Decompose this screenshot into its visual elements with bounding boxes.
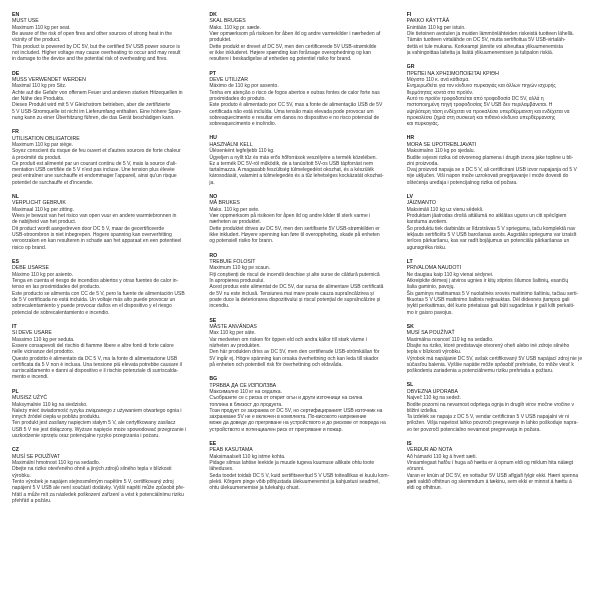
section-title: MUSS VERWENDET WERDEN [12, 77, 86, 83]
section-title: HASZNÁLNI KELL [209, 141, 253, 148]
language-code: FR [12, 129, 19, 136]
language-code: PT [209, 70, 216, 77]
body-line: Należy mieć świadomość ryzyka związanego z używaniem otwartego ognia i [12, 407, 182, 414]
body-line: veroorzaken en kan resulteren in schade aan het apparaat en een potentieel [12, 238, 182, 245]
body-line: på enheten och potentiell risk för överhettning och eldsvåda. [209, 361, 343, 368]
body-line: Pidage silmas lahtise leekide ja muude tugeva kuumuse allikate ohtu toote [209, 460, 375, 467]
language-code: EN [12, 12, 20, 18]
language-code: SK [406, 323, 414, 330]
body-line: топлина в близост до продукта. [209, 401, 283, 408]
body-line: gæti valdið ofhitnun og skemmdum á tækinu, sem ekki er minnst á hættu á [406, 479, 572, 486]
body-line: přehřátí a požáru. [12, 497, 52, 504]
language-section-sl [407, 382, 588, 433]
body-line: Massimo 110 kg per seduta. [12, 336, 75, 343]
section-title: ΠΡΕΠΕΙ ΝΑ ΧΡΗΣΙΜΟΠΟΙΕΙΤΑΙ ΚΡΙΘΗ [406, 70, 499, 77]
language-code: FI [406, 12, 412, 18]
body-line: ja. [209, 179, 215, 186]
body-line: Este producto se alimenta con CC de 5 V, pero la fuente de alimentación USB [12, 290, 185, 297]
body-line: oštećenja uređaja i potencijalnog rizika od požara. [406, 179, 518, 186]
body-line: захранване 5V не е включен в комплекта. По-високото напрежение [209, 414, 367, 421]
body-line: Max 110 kg per säte. [209, 330, 256, 337]
body-line: produktet. [209, 37, 232, 44]
language-section-se [209, 318, 390, 369]
section-title: DEVE UTILIZAR [209, 77, 248, 83]
body-line: napájení 5 V USB ale není součástí dodávky. Vyšší napětí může způsobit pře- [12, 485, 185, 492]
section-title: PRIVALOMA NAUDOTI [406, 265, 462, 272]
body-line: Maks. 110 kg pr. sæde. [209, 24, 261, 31]
body-line: ja vahingoittaa laitetta ja lisätä ylikuumenemisen ja tulipalon riskiä. [406, 50, 554, 56]
language-section-cz [12, 447, 193, 504]
language-code: SE [209, 317, 217, 324]
body-line: vo ter povzroči potencialno nevarnost pregrevanja in požara. [406, 426, 541, 433]
body-line: įvykti perkaitimas, dėl kurio prietaisas gali būti sugadintas ir gali kilti perkaiti- [406, 303, 575, 310]
body-line: USB 5 V nie jest dołączony. Wyższe napięcie może spowodować przegrzanie i [12, 426, 187, 433]
body-line: în apropierea produsului. [209, 278, 265, 285]
language-section-es [12, 259, 193, 316]
body-line: ierīces pārkaršanu, kas var radīt bojājumus un potenciālu pārkaršanas un [406, 238, 570, 245]
language-section-no [209, 194, 390, 245]
body-line: Ten produkt jest zasilany napięciem stałym 5 V, ale certyfikowany zasilacz [12, 420, 176, 427]
language-section-hr [407, 135, 588, 186]
section-title: OBVEZNA UPORABA [406, 388, 458, 395]
language-section-sk [407, 324, 588, 375]
language-section-lt [407, 259, 588, 316]
body-line: šalia gaminio, pavojų. [406, 284, 455, 291]
column-3 [407, 12, 588, 600]
body-line: peut entraîner une surchauffe et endommager l'appareil, ainsi qu'un risque [12, 173, 177, 180]
body-line: Máximo de 110 kg por assento. [209, 83, 279, 90]
body-line: Ovaj proizvod napaja se s DC 5 V, ali certificirani USB izvor napajanja od 5 V [406, 167, 577, 174]
body-line: Seda toodet toidab DC 5 V, kuid sertifitseeritud 5 V USB toiteallikas ei kuulu kom- [209, 472, 390, 479]
body-line: sobreaquecimento e incêndio. [209, 121, 277, 128]
body-line: Maximálna nosnosť 110 kg na sedadlo. [406, 336, 494, 343]
body-line: läheduses. [209, 466, 234, 473]
body-line: Ülésenként legfeljebb 110 kg. [209, 148, 275, 155]
section-title: MÅSTE ANVÄNDAS [209, 323, 257, 330]
body-line: Acest produs este alimentat de DC 5V, dar sursa de alimentare USB certificată [209, 284, 384, 291]
body-line: potencial de sobrecalentamiento e incendio. [12, 309, 110, 316]
section-title: ТРЯБВА ДА СЕ ИЗПОЛЗВА [209, 382, 277, 389]
language-code: HR [406, 135, 415, 142]
body-line: mentation USB certifiée de 5 V n'est pas incluse. Une tension plus élevée [12, 167, 175, 174]
body-line: Vær oppmerksom på risikoen for åpen ild og andre kilder til sterk varme i [209, 213, 371, 220]
body-line: Maksimāli 110 kg uz vienu sēdekli. [406, 206, 484, 213]
language-code: DE [12, 70, 20, 77]
body-line: πιστοποιημένη πηγή τροφοδοσίας 5V USB δεν περιλαμβάνεται. Η [406, 102, 553, 109]
body-line: Μέγιστο 110 κ. ανά κάθισμα. [406, 77, 470, 84]
body-line: устройството и потенциален риск от прегряване и пожар. [209, 426, 343, 433]
body-line: og potensiell risiko for brann. [209, 238, 274, 245]
body-line: Maximaal 110 kg per zitting. [12, 206, 74, 213]
section-title: MUSISZ UŻYĆ [12, 395, 48, 402]
body-line: certificada não está incluída. Uma tensão mais elevada pode provocar um [209, 108, 374, 115]
body-line: 5V ingår ej. Högre spänning kan orsaka överhettning och kan leda till skador [209, 355, 379, 362]
language-section-nl [12, 194, 193, 251]
language-section-en [12, 12, 193, 63]
body-line: tenso en las proximidades del producto. [12, 284, 101, 291]
body-line: vörunni. [406, 466, 425, 473]
body-line: károsodását, valamint a túlmelegedés és a tűz lehetséges kockázatát okozhat- [209, 173, 384, 180]
body-line: Vær opmærksom på risikoen for åben ild og andre varmekilder i nærheden af [209, 31, 381, 38]
body-line: Ez a termék DC 5V-ról működik, de a tanúsított 5V-os USB tápforrást nem [209, 160, 374, 167]
language-section-lv [407, 194, 588, 251]
body-line: Be aware of the risk of open fires and other sources of strong heat in the [12, 31, 173, 38]
body-line: Maximum 110 kg pe scaun. [209, 265, 271, 272]
body-line: not included. Higher voltage may cause overheating to occur and may result [12, 50, 181, 56]
section-title: UTILISATION OBLIGATOIRE [12, 135, 80, 142]
body-line: Atkreipkite dėmesį į atviros ugnies ir kitų stiprios šilumos šaltinių, esančių [406, 278, 569, 285]
language-code: GR [406, 64, 415, 71]
language-section-pt [209, 71, 390, 128]
language-section-gr [407, 64, 588, 127]
body-line: Maksimalno 110 kg po sjedalu. [406, 148, 475, 155]
body-line: sobreaquecimento e resultar em danos no dispositivo e no risco potencial de [209, 114, 380, 121]
body-line: Essere consapevoli del rischio di fiamme libere e altre fonti di forte calore [12, 342, 174, 349]
body-line: Fiți conștienți de riscul de incendii deschise și alte surse de căldură puternică [209, 271, 380, 278]
body-line: This product is powered by DC 5V, but the certified 5V USB power source is [12, 43, 180, 50]
section-title: MORA SE UPOTREBLJAVATI [406, 141, 477, 148]
body-line: vicinity of the product. [12, 37, 61, 44]
language-code: NO [209, 194, 218, 201]
section-title: SKAL BRUGES [209, 18, 246, 25]
language-section-it [12, 324, 193, 381]
section-title: MUSÍ SE POUŽÍVAT [12, 453, 60, 460]
body-line: Að hámarki 110 kg á hvert sæti. [406, 453, 477, 460]
body-line: υψηλότερη τάση ενδέχεται να προκαλέσει υπερθέρμανση και ενδέχεται να [406, 108, 570, 115]
section-title: MUSÍ SA POUŽÍVAŤ [406, 330, 455, 337]
body-line: surriscaldamento e danni al dispositivo e il rischio potenziale di surriscalda- [12, 368, 179, 375]
body-line: närheten av produkten. [209, 342, 261, 349]
language-code: EE [209, 441, 217, 448]
section-title: VERÐUR AÐ NOTA [406, 447, 453, 454]
language-code: PL [12, 388, 19, 395]
body-line: Največ 110 kg na sedež. [406, 395, 462, 402]
body-line: Este produto é alimentado por CC 5V, mas a fonte de alimentação USB de 5V [209, 102, 383, 109]
language-code: IT [12, 323, 17, 330]
body-line: Dbajte na riziko, ktoré predstavuje otvorený oheň alebo iné zdroje silného [406, 342, 570, 349]
body-line: Съобразете се с риска от открит огън и други източници на силна [209, 395, 363, 402]
language-code: DK [209, 12, 217, 18]
body-line: Ta izdelek se napaja z DC 5 V, vendar certificiran 5 V USB napajalni vir ni [406, 414, 570, 421]
body-line: Den här produkten drivs av DC 5V, men den certifierade USB-strömkällan för [209, 349, 380, 356]
language-code: IS [406, 441, 412, 448]
section-title: SI DEVE USARE [12, 330, 52, 337]
language-code: ES [12, 258, 19, 265]
body-line: risico op brand. [12, 244, 47, 251]
body-line: nærheten av produktet. [209, 219, 262, 226]
body-line: Dieses Produkt wird mit 5 V Gleichstrom betrieben, aber die zertifizierte [12, 102, 171, 109]
body-line: der Nähe des Produkts. [12, 96, 65, 102]
body-line: Maximální hmotnost 110 kg na sedadlo. [12, 460, 101, 467]
body-line: eldi og ofhitnun. [406, 485, 442, 492]
body-line: Максимално 110 кг на седалка. [209, 388, 282, 395]
body-line: Ügyeljen a nyílt tűz és más erős hőforrások veszélyére a termék közelében. [209, 154, 377, 161]
column-2 [209, 12, 390, 600]
body-line: Var medveten om risken för öppen eld och andra källor till stark värme i [209, 336, 367, 343]
body-line: Dette produkt er drevet af DC 5V, men den certificerede 5V USB-strømkilde [209, 43, 377, 50]
body-line: hřátí a může mít za následek poškození zařízení a vést k potenciálnímu riziku [12, 491, 184, 498]
body-line: Dette produktet drives av DC 5V, men den sertifiserte 5V USB-strømkilden er [209, 225, 380, 232]
body-line: de nabijheid van het product. [12, 219, 77, 226]
body-line: fikuotas 5 V USB maitinimo šaltinis neįtrauktas. Dėl didesnės įtampos gali [406, 296, 570, 303]
body-line: innych źródeł ciepła w pobliżu produktu. [12, 414, 101, 421]
body-line: certificata da 5 V non è inclusa. Una tensione più elevata potrebbe causare il [12, 361, 182, 368]
section-title: TREBUIE FOLOSIT [209, 259, 256, 266]
language-code: SL [406, 382, 414, 389]
body-line: Tenha em atenção o risco de fogos abertos e outras fontes de calor forte nas [209, 89, 380, 96]
body-line: Vinsamlegast hafðu í huga að hætta er á opnum eldi og miklum hita nálægt [406, 460, 574, 467]
language-code: LT [406, 258, 413, 265]
body-line: bližini izdelka. [406, 407, 438, 414]
body-line: iekļauts sertificēts 5 V USB barošanas avots. Augstāks spriegums var izraisīt [406, 232, 577, 239]
body-line: proximidades do produto. [209, 96, 266, 102]
body-line: plekti. Kõrgem pinge võib põhjustada ülekuumenemist ja kahjustusi seadmel, [209, 479, 380, 486]
body-line: Questo prodotto è alimentato da DC 5 V, ma la fonte di alimentazione USB [12, 355, 178, 362]
body-line: mento e incendi. [12, 374, 49, 381]
body-line: nung kann zu einer Überhitzung führen, die das Gerät beschädigen kann. [12, 114, 175, 121]
body-line: incendiu. [209, 303, 230, 310]
language-section-dk [209, 12, 390, 63]
language-section-pl [12, 389, 193, 440]
body-line: Výrobok má napájanie DC 5V, avšak certifikovaný 5V USB napájací zdroj nie je [406, 355, 583, 362]
section-title: VERPLICHT GEBRUIK [12, 200, 66, 207]
section-title: MUST USE [12, 18, 39, 25]
body-line: resultere i beskadigelse af enheden og potentiel risiko for brand. [209, 56, 352, 63]
body-line: Αυτό το προϊόν τροφοδοτείται από τροφοδοσία DC 5V, αλλά η [406, 96, 544, 102]
body-line: Achte auf die Gefahr von offenem Feuer und anderen starken Hitzequellen in [12, 89, 183, 96]
language-section-is [407, 441, 588, 492]
section-title: DEBE USARSE [12, 265, 49, 272]
body-line: potentiel de surchauffe et d'incendie. [12, 179, 94, 186]
section-title: PAKKO KÄYTTÄÄ [406, 18, 450, 25]
body-line: dettä ei tule mukana. Korkeampi jännite voi aiheuttaa ylikuumenemista [406, 43, 563, 50]
body-line: προκαλέσει ζημιά στη συσκευή και πιθανό κίνδυνο υπερθέρμανσης [406, 114, 556, 121]
body-line: súčasťou balenia. Vyššie napätie môže spôsobiť prehriatie, čo môže viesť k [406, 361, 574, 368]
body-line: nije uključen. Viši napon može uzrokovati pregrijavanje i može dovesti do [406, 173, 569, 180]
body-line: Този продукт се захранва от DC 5V, но сертифицираният USB източник на [209, 407, 383, 414]
body-line: ugunsgrēka risku. [406, 244, 447, 251]
body-line: Tenga en cuenta el riesgo de incendios abiertos y otras fuentes de calor in- [12, 278, 179, 285]
section-title: MÅ BRUKES [209, 200, 240, 207]
language-section-fr [12, 129, 193, 186]
body-line: Ne daugiau kaip 110 kg vienai sėdynei. [406, 271, 494, 278]
body-line: Ενημερωθείτε για τον κίνδυνο πυρκαγιάς και άλλων πηγών ισχυρής [406, 83, 556, 90]
language-section-bg [209, 376, 390, 433]
body-line: à proximité du produit. [12, 154, 62, 161]
body-line: Tento výrobek je napájen stejnosměrným napětím 5 V, certifikovaný zdroj [12, 479, 174, 486]
language-section-hu [209, 135, 390, 186]
language-section-ee [209, 441, 390, 492]
language-section-de [12, 71, 193, 122]
body-line: poate duce la deteriorarea dispozitivului și riscul potențial de supraîncălzire și [209, 296, 381, 303]
body-line: Maksymalnie 110 kg na siedzisko. [12, 401, 88, 408]
body-line: priložen. Višja napetost lahko povzroči pregrevanje in lahko poškoduje napra- [406, 420, 579, 427]
body-line: Varan er knúin af DC 5V, en vottaður 5V USB aflgjafi fylgir ekki. Hærri spenna [406, 472, 579, 479]
language-code: RO [209, 252, 218, 259]
body-line: Maksimaalselt 110 kg istme kohta. [209, 453, 286, 460]
body-line: Budite svjesni rizika od otvorenog plamena i drugih izvora jake topline u bli- [406, 154, 574, 161]
body-line: Maximum 110 kg par siège. [12, 142, 74, 148]
body-line: zini proizvoda. [406, 160, 439, 167]
body-line: 5 V USB-Stromquelle ist nicht im Lieferumfang enthalten. Eine höhere Span- [12, 108, 182, 115]
body-line: nelle vicinanze del prodotto. [12, 349, 74, 356]
body-line: tepla v blízkosti výrobku. [406, 349, 462, 356]
body-line: Máximo 110 kg por asiento. [12, 271, 74, 278]
language-code: HU [209, 135, 217, 142]
body-line: de 5 V certificada no está incluida. Un voltaje más alto puede provocar un [12, 296, 176, 303]
body-line: ikke inkludert. Høyere spenning kan føre til overoppheting, skade på enheten [209, 232, 380, 239]
body-line: Ce produit est alimenté par un courant continu de 5 V, mais la source d'ali- [12, 160, 177, 167]
language-section-fi [407, 12, 588, 56]
body-line: USB-stroombron is niet inbegrepen. Hogere spanning kan oververhitting [12, 232, 172, 239]
body-line: karstuma avotiem. [406, 219, 448, 226]
language-code: LV [406, 194, 413, 201]
body-line: mo ir gaisro pavojus. [406, 309, 453, 316]
body-line: ohtu ülekuumenemise ja tulekahju ohust. [209, 485, 300, 492]
body-line: tartalmazza. A magasabb feszültség túlmelegedést okozhat, és a készülék [209, 167, 374, 174]
language-code: CZ [12, 447, 19, 454]
body-line: Maks. 110 kg per sete. [209, 206, 260, 213]
body-line: Maximum 110 kg per seat. [12, 24, 71, 31]
body-line: Wees je bewust van het risico van open vuur en andere warmtebronnen in [12, 213, 177, 220]
body-line: може да доведе до прегряване на устройството и до рискове от повреда на [209, 420, 386, 427]
body-line: Soyez conscient du risque de feu ouvert et d'autres sources de forte chaleur [12, 148, 181, 155]
section-title: JĀIZMANTO [406, 200, 436, 207]
body-line: Ole tietoinen avotulen ja muiden lämmönlähteiden riskeistä tuotteen lähellä. [406, 31, 574, 38]
section-title: PEAB KASUTAMA [209, 447, 253, 454]
language-code: NL [12, 194, 19, 201]
column-1 [12, 12, 193, 600]
language-section-ro [209, 253, 390, 310]
body-line: uszkodzenie sprzętu oraz potencjalne ryzyko przegrzania i pożaru. [12, 433, 160, 440]
body-line: θερμότητας κοντά στο προϊόν. [406, 89, 474, 96]
body-line: poškodeniu zariadenia a potenciálnemu riziku prehriatia a požiaru. [406, 368, 554, 375]
body-line: Šo produktu tiek darbināts ar līdzstrāvas 5 V spriegumu, taču komplektā nav [406, 225, 576, 232]
language-code: BG [209, 376, 218, 383]
body-line: και πυρκαγιάς. [406, 121, 440, 128]
body-line: er ikke inkluderet. Højere spænding kan forårsage overophedning og kan [209, 50, 372, 56]
body-line: Bodite pozorni na nevarnost odprtega ognja in drugih virov močne vročine v [406, 401, 574, 408]
body-line: sobrecalentamiento y puede provocar daños en el dispositivo y el riesgo [12, 303, 172, 310]
body-line: výrobku. [12, 472, 31, 479]
body-line: Dit product wordt aangedreven door DC 5 V, maar de gecertificeerde [12, 225, 165, 232]
body-line: Enintään 110 kg per istuin. [406, 24, 466, 31]
body-line: Tämän tuotteen virtalähde on DC 5V, mutta sertifioitua 5V USB-virtaläh- [406, 37, 566, 44]
body-line: Produktam jāatrodas drošā attālumā no atklātas uguns un citi spēcīgiem [406, 213, 567, 220]
body-line: in damage to the device and the potential risk of overheating and fires. [12, 56, 168, 63]
body-line: de 5V nu este inclusă. Tensiunea mai mare poate cauza supraîncălzirea și [209, 290, 374, 297]
body-line: Maximal 110 kg pro Sitz. [12, 83, 67, 90]
body-line: Šis gaminys maitinamas 5 V nuolatinės srovės maitinimo šaltiniu, tačiau serti- [406, 290, 579, 297]
body-line: Dbejte na riziko otevřeného ohně a jiných zdrojů silného tepla v blízkosti [12, 466, 172, 473]
